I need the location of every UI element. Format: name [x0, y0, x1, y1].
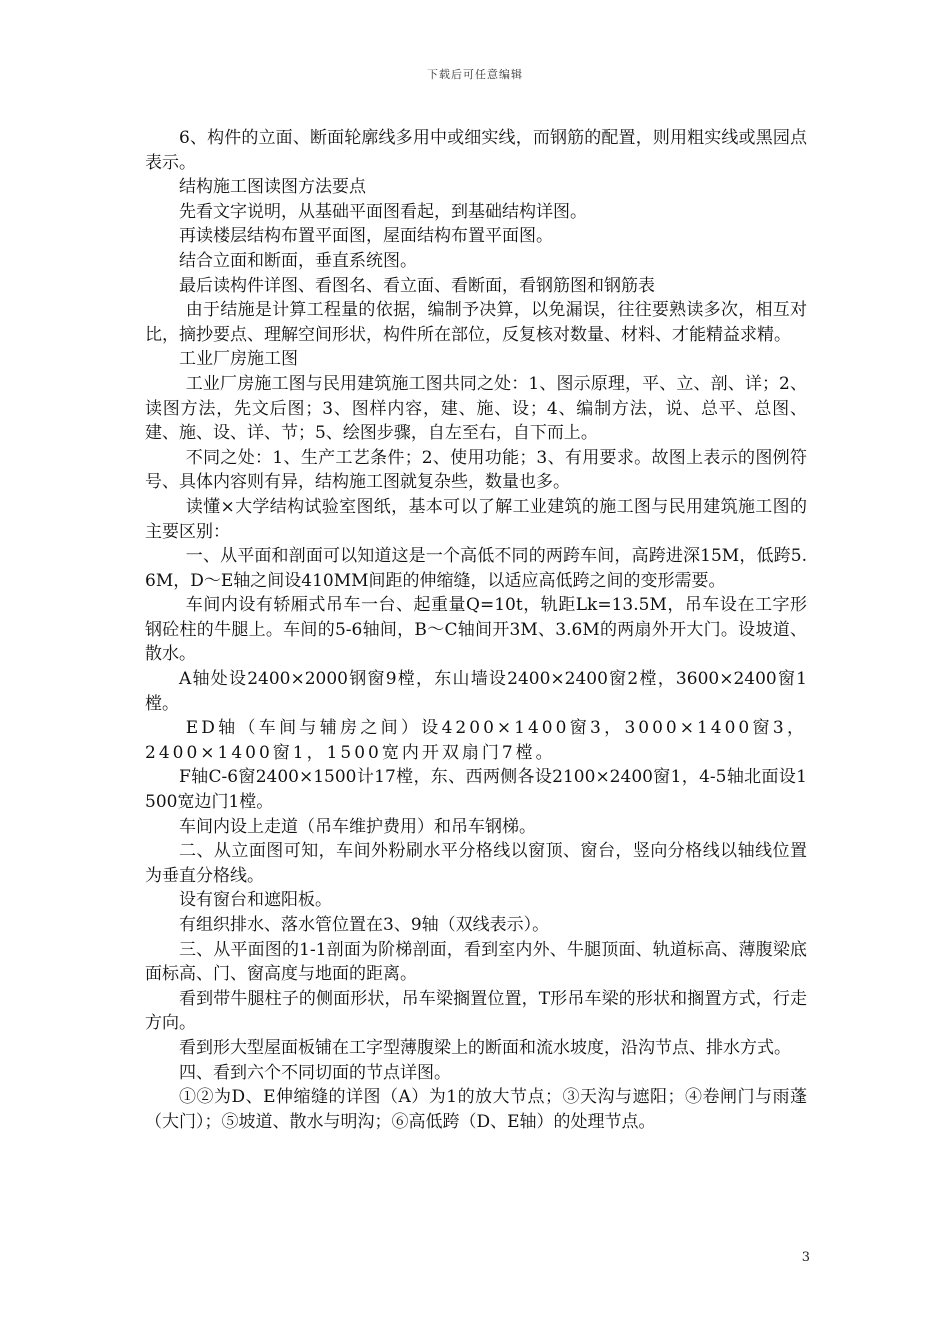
- page-number: 3: [801, 1250, 810, 1265]
- document-body: [145, 126, 807, 1134]
- paragraph: 车间内设有轿厢式吊车一台、起重量Q=10t，轨距Lk=13.5M，吊车设在工字形钢砼柱的牛腿上。车间的5-6轴间，B～C轴间开3M、3.6M的两扇外开大门。设坡道、散水。: [145, 595, 807, 665]
- paragraph: ED轴（车间与辅房之间）设4200×1400窗3，3000×1400窗3，2400×1400窗1，1500宽内开双扇门7樘。: [145, 718, 807, 763]
- paragraph: 有组织排水、落水管位置在3、9轴（双线表示）。: [179, 915, 550, 935]
- paragraph: 设有窗台和遮阳板。: [179, 890, 332, 911]
- section-heading: 工业厂房施工图: [179, 349, 298, 370]
- paragraph: 一、从平面和剖面可以知道这是一个高低不同的两跨车间，高跨进深15M，低跨5.6M，D～E轴之间设410MM间距的伸缩缝，以适应高低跨之间的变形需要。: [145, 546, 807, 591]
- paragraph: 三、从平面图的1-1剖面为阶梯剖面，看到室内外、牛腿顶面、轨道标高、薄腹梁底面标高、门、窗高度与地面的距离。: [145, 939, 807, 985]
- paragraph: 先看文字说明，从基础平面图看起，到基础结构详图。: [179, 201, 587, 222]
- paragraph: 二、从立面图可知，车间外粉刷水平分格线以窗顶、窗台，竖向分格线以轴线位置为垂直分格线。: [145, 841, 807, 886]
- paragraph: ①②为D、E伸缩缝的详图（A）为1的放大节点；③天沟与遮阳；④卷闸门与雨蓬（大门）；⑤坡道、散水与明沟；⑥高低跨（D、E轴）的处理节点。: [145, 1087, 807, 1132]
- paragraph: 最后读构件详图、看图名、看立面、看断面，看钢筋图和钢筋表: [179, 275, 655, 296]
- section-heading: 结构施工图读图方法要点: [179, 177, 366, 198]
- paragraph: 由于结施是计算工程量的依据，编制予决算，以免漏误，往往要熟读多次，相互对比，摘抄要点、理解空间形状，构件所在部位，反复核对数量、材料、才能精益求精。: [145, 300, 807, 345]
- paragraph: 看到形大型屋面板铺在工字型薄腹梁上的断面和流水坡度，沿沟节点、排水方式。: [179, 1037, 791, 1058]
- paragraph: 再读楼层结构布置平面图，屋面结构布置平面图。: [179, 226, 553, 247]
- paragraph: 工业厂房施工图与民用建筑施工图共同之处：1、图示原理，平、立、剖、详；2、读图方法，先文后图；3、图样内容，建、施、设；4、编制方法，说、总平、总图、建、施、设、详、节；5、绘图步骤，自左至右，自下而上。: [145, 373, 807, 444]
- paragraph: 四、看到六个不同切面的节点详图。: [179, 1062, 451, 1083]
- paragraph: 6、构件的立面、断面轮廓线多用中或细实线，而钢筋的配置，则用粗实线或黑园点表示。: [145, 128, 807, 173]
- paragraph: F轴C-6窗2400×1500计17樘，东、西两侧各设2100×2400窗1，4-5轴北面设1500宽边门1樘。: [145, 767, 807, 813]
- paragraph: 读懂×大学结构试验室图纸，基本可以了解工业建筑的施工图与民用建筑施工图的主要区别：: [145, 496, 807, 542]
- paragraph: 车间内设上走道（吊车维护费用）和吊车钢梯。: [179, 816, 536, 837]
- paragraph: 不同之处：1、生产工艺条件；2、使用功能；3、有用要求。故图上表示的图例符号、具体内容则有异，结构施工图就复杂些，数量也多。: [145, 447, 807, 493]
- paragraph: 结合立面和断面，垂直系统图。: [179, 250, 417, 271]
- paragraph: 看到带牛腿柱子的侧面形状，吊车梁搁置位置，T形吊车梁的形状和搁置方式，行走方向。: [145, 988, 807, 1034]
- paragraph: A轴处设2400×2000钢窗9樘，东山墙设2400×2400窗2樘，3600×2400窗1樘。: [145, 669, 807, 714]
- page-header: 下载后可任意编辑: [427, 68, 523, 81]
